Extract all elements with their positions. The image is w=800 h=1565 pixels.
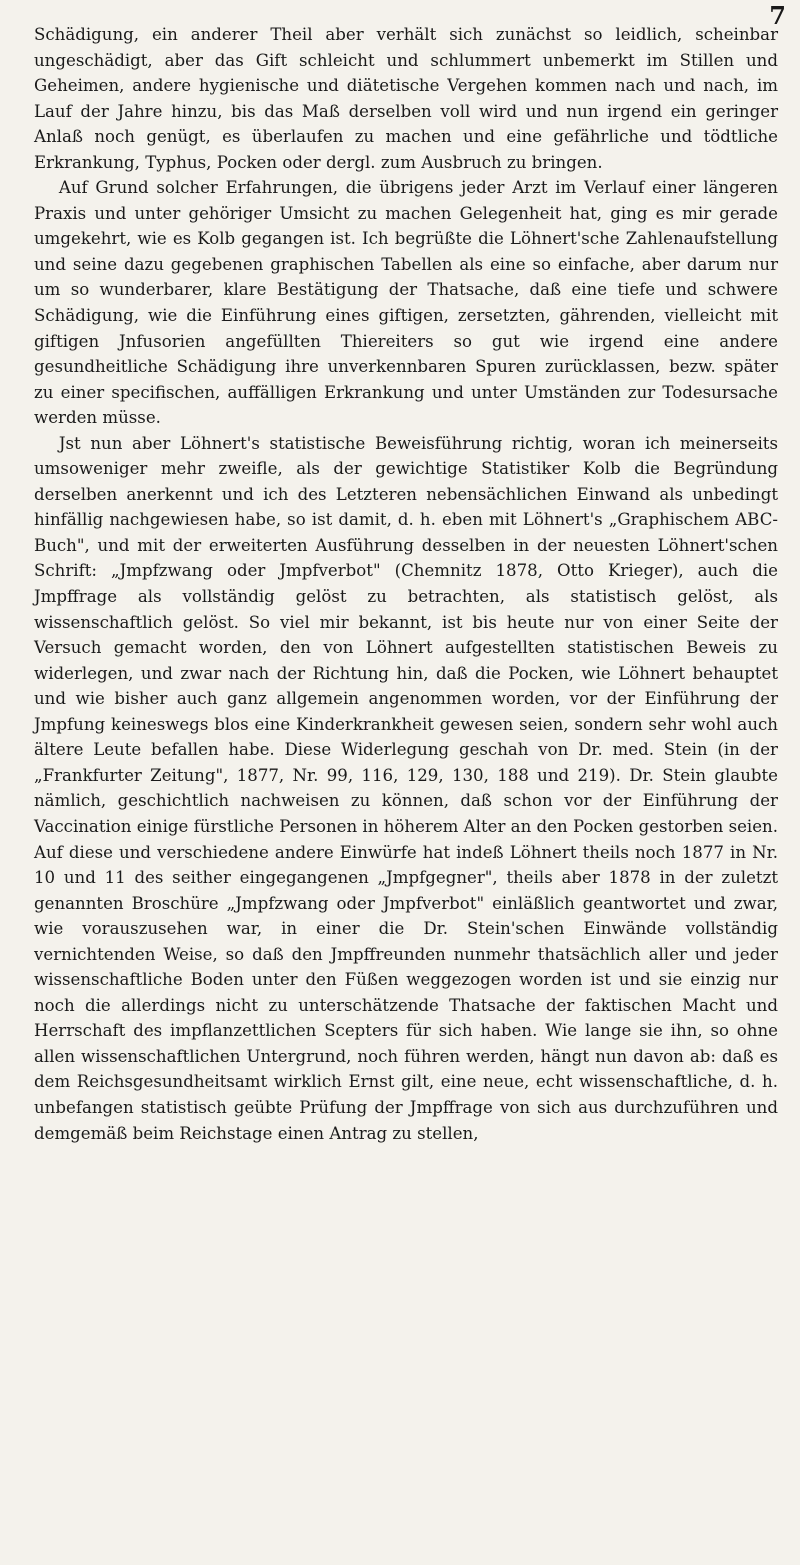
page-number: 7 — [769, 1, 786, 30]
paragraph-3: Jst nun aber Löhnert's statistische Beweisführung richtig, woran ich meinerseits umsoweniger mehr zweifle, als der gewichtige Statistiker Kolb die Begründung derselben anerkennt und ich des Letzteren nebensächlichen Einwand als unbedingt hinfällig nachgewiesen habe, so ist damit, d. h. eben mit Löhnert's „Graphischem ABC-Buch", und mit der erweiterten Ausführung desselben in der neuesten Löhnert'schen Schrift: „Jmpfzwang oder Jmpfverbot" (Chemnitz 1878, Otto Krieger), auch die Jmpffrage als vollständig gelöst zu betrachten, als statistisch gelöst, als wissenschaftlich gelöst. So viel mir bekannt, ist bis heute nur von einer Seite der Versuch gemacht worden, den von Löhnert aufgestellten statistischen Beweis zu widerlegen, und zwar nach der Richtung hin, daß die Pocken, wie Löhnert behauptet und wie bisher auch ganz allgemein angenommen worden, vor der Einführung der Jmpfung keineswegs blos eine Kinderkrankheit gewesen seien, sondern sehr wohl auch ältere Leute befallen habe. Diese Widerlegung geschah von Dr. med. Stein (in der „Frankfurter Zeitung", 1877, Nr. 99, 116, 129, 130, 188 und 219). Dr. Stein glaubte nämlich, geschichtlich nachweisen zu können, daß schon vor der Einführung der Vaccination einige fürstliche Personen in höherem Alter an den Pocken gestorben seien. Auf diese und verschiedene andere Einwürfe hat indeß Löhnert theils noch 1877 in Nr. 10 und 11 des seither eingegangenen „Jmpfgegner", theils aber 1878 in der zuletzt genannten Broschüre „Jmpfzwang oder Jmpfverbot" einläßlich geantwortet und zwar, wie vorauszusehen war, in einer die Dr. Stein'schen Einwände vollständig vernichtenden Weise, so daß den Jmpffreunden nunmehr thatsächlich aller und jeder wissenschaftliche Boden unter den Füßen weggezogen worden ist und sie einzig nur noch die allerdings nicht zu unterschätzende Thatsache der faktischen Macht und Herrschaft des impflanzettlichen Scepters für sich haben. Wie lange sie ihn, so ohne allen wissenschaftlichen Untergrund, noch führen werden, hängt nun davon ab: daß es dem Reichsgesundheitsamt wirklich Ernst gilt, eine neue, echt wissenschaftliche, d. h. unbefangen statistisch geübte Prüfung der Jmpffrage von sich aus durchzuführen und demgemäß beim Reichstage einen Antrag zu stellen, — [34, 433, 778, 1143]
body-text — [34, 22, 778, 1146]
paragraph-1: Schädigung, ein anderer Theil aber verhält sich zunächst so leidlich, scheinbar ungeschädigt, aber das Gift schleicht und schlummert unbemerkt im Stillen und Geheimen, andere hygienische und diätetische Vergehen kommen nach und nach, im Lauf der Jahre hinzu, bis das Maß derselben voll wird und nun irgend ein geringer Anlaß noch genügt, es überlaufen zu machen und eine gefährliche und tödtliche Erkrankung, Typhus, Pocken oder dergl. zum Ausbruch zu bringen. — [34, 25, 778, 172]
paragraph-2: Auf Grund solcher Erfahrungen, die übrigens jeder Arzt im Verlauf einer längeren Praxis und unter gehöriger Umsicht zu machen Gelegenheit hat, ging es mir gerade umgekehrt, wie es Kolb gegangen ist. Ich begrüßte die Löhnert'sche Zahlenaufstellung und seine dazu gegebenen graphischen Tabellen als eine so einfache, aber darum nur um so wunderbarer, klare Bestätigung der Thatsache, daß eine tiefe und schwere Schädigung, wie die Einführung eines giftigen, zersetzten, gährenden, vielleicht mit giftigen Jnfusorien angefüllten Thiereiters so gut wie irgend eine andere gesundheitliche Schädigung ihre unverkennbaren Spuren zurücklassen, bezw. später zu einer specifischen, auffälligen Erkrankung und unter Umständen zur Todesursache werden müsse. — [34, 178, 778, 428]
